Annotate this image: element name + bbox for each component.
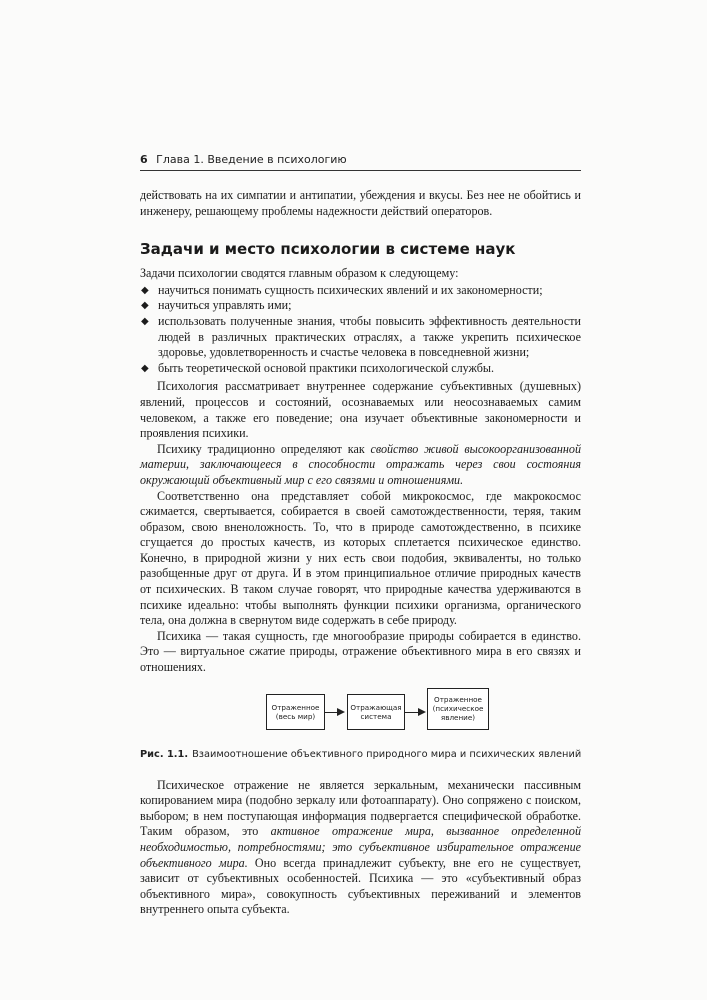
list-item-text: научиться понимать сущность психических явлений и их закономерности; — [158, 282, 543, 297]
paragraph-text: Психическое отражение не является зеркальным, механически пассивным копированием мира (подобно зеркалу или фотоаппарату). Оно сопряжено с поиском, выбором; в нем поступающая информация подвергается специфической обработке. Таким образом, это — [140, 777, 581, 839]
diagram-box-psychic-phenomenon — [427, 688, 489, 730]
box-label: (весь мир) — [275, 711, 316, 721]
page-number: 6 — [140, 153, 148, 166]
diamond-bullet-icon: ◆ — [141, 284, 149, 296]
diagram-box-reflecting-system — [347, 694, 405, 730]
paragraph-text: Оно всегда принадлежит субъекту, вне его не существует, зависит от субъективных особенностей. Психика — это «субъективный образ объективного мира», совокупность субъективных переживаний и элементов внутреннего опыта субъекта. — [140, 855, 581, 917]
diagram-box-reflected-world — [266, 694, 325, 730]
diamond-bullet-icon: ◆ — [141, 300, 149, 312]
italic-emphasis: активное отражение мира, вызванное определенной необходимостью, потребностями; это субъективное избирательное отражение объективного мира. — [140, 824, 581, 870]
box-label: Отражающая — [350, 702, 402, 712]
box-label: (психическое — [432, 704, 484, 714]
list-item — [140, 361, 581, 377]
arrow-line — [405, 712, 419, 713]
chapter-title: Глава 1. Введение в психологию — [156, 153, 347, 166]
arrow-right-icon — [418, 708, 426, 716]
box-label: Отраженное — [434, 695, 482, 705]
caption-label: Рис. 1.1. — [140, 748, 189, 760]
body-text — [140, 188, 581, 918]
paragraph: Психика — такая сущность, где многообразие природы собирается в единство. Это — виртуальное сжатие природы, отражение объективного мира в его связях и отношениях. — [140, 628, 581, 675]
figure-caption — [140, 748, 581, 762]
running-head — [140, 153, 581, 171]
figure-diagram — [140, 688, 581, 742]
paragraph — [140, 778, 581, 918]
task-list — [140, 283, 581, 377]
intro-paragraph: действовать на их симпатии и антипатии, убеждения и вкусы. Без нее не обойтись и инженеру, решающему проблемы надежности действий операторов. — [140, 188, 581, 218]
paragraph-text: Психику традиционно определяют как — [157, 441, 371, 456]
arrow-right-icon — [337, 708, 345, 716]
box-label: Отраженное — [271, 702, 320, 712]
paragraph: Психология рассматривает внутреннее содержание субъективных (душевных) явлений, процессов и состояний, осознаваемых или неосознаваемых самим человеком, а также его поведение; она изучает объективные закономерности и проявления психики. — [140, 379, 581, 441]
list-item-text: использовать полученные знания, чтобы повысить эффективность деятельности людей в различных практических отраслях, а также укрепить психическое здоровье, удовлетворенность и счастье человека в повседневной жизни; — [158, 313, 581, 360]
diamond-bullet-icon: ◆ — [141, 315, 149, 327]
definition-paragraph — [140, 442, 581, 489]
box-label: система — [360, 711, 392, 721]
diamond-bullet-icon: ◆ — [141, 362, 149, 374]
caption-text: Взаимоотношение объективного природного мира и психических явлений — [192, 748, 582, 760]
list-item — [140, 298, 581, 314]
box-label: явление) — [440, 713, 476, 723]
section-lead: Задачи психологии сводятся главным образом к следующему: — [140, 266, 459, 281]
definition-emphasis: свойство живой высокоорганизованной материи, заключающееся в способности отражать через свои состояния окружающий объективный мир с его связями и отношениями. — [140, 441, 581, 487]
list-item — [140, 283, 581, 299]
section-heading: Задачи и место психологии в системе наук — [140, 240, 516, 259]
list-item — [140, 314, 581, 361]
paragraph: Соответственно она представляет собой микрокосмос, где макрокосмос сжимается, свертывается, собирается в своей самотождественности, теряя, таким образом, свою вненоложность. То, что в природе самотождественно, в психике сгущается до простых качеств, из которых сплетается психическое единство. Конечно, в природной жизни у них есть свои подобия, эквиваленты, но только разобщенные друг от друга. И в этом принципиальное отличие природных качеств от психических. В таком случае говорят, что природные качества удерживаются в психике идеально: чтобы выполнять функции психики организма, органического тела, она должна в свернутом виде содержать в себе природу. — [140, 488, 581, 628]
list-item-text: научиться управлять ими; — [158, 298, 292, 313]
list-item-text: быть теоретической основой практики психологической службы. — [158, 360, 495, 375]
